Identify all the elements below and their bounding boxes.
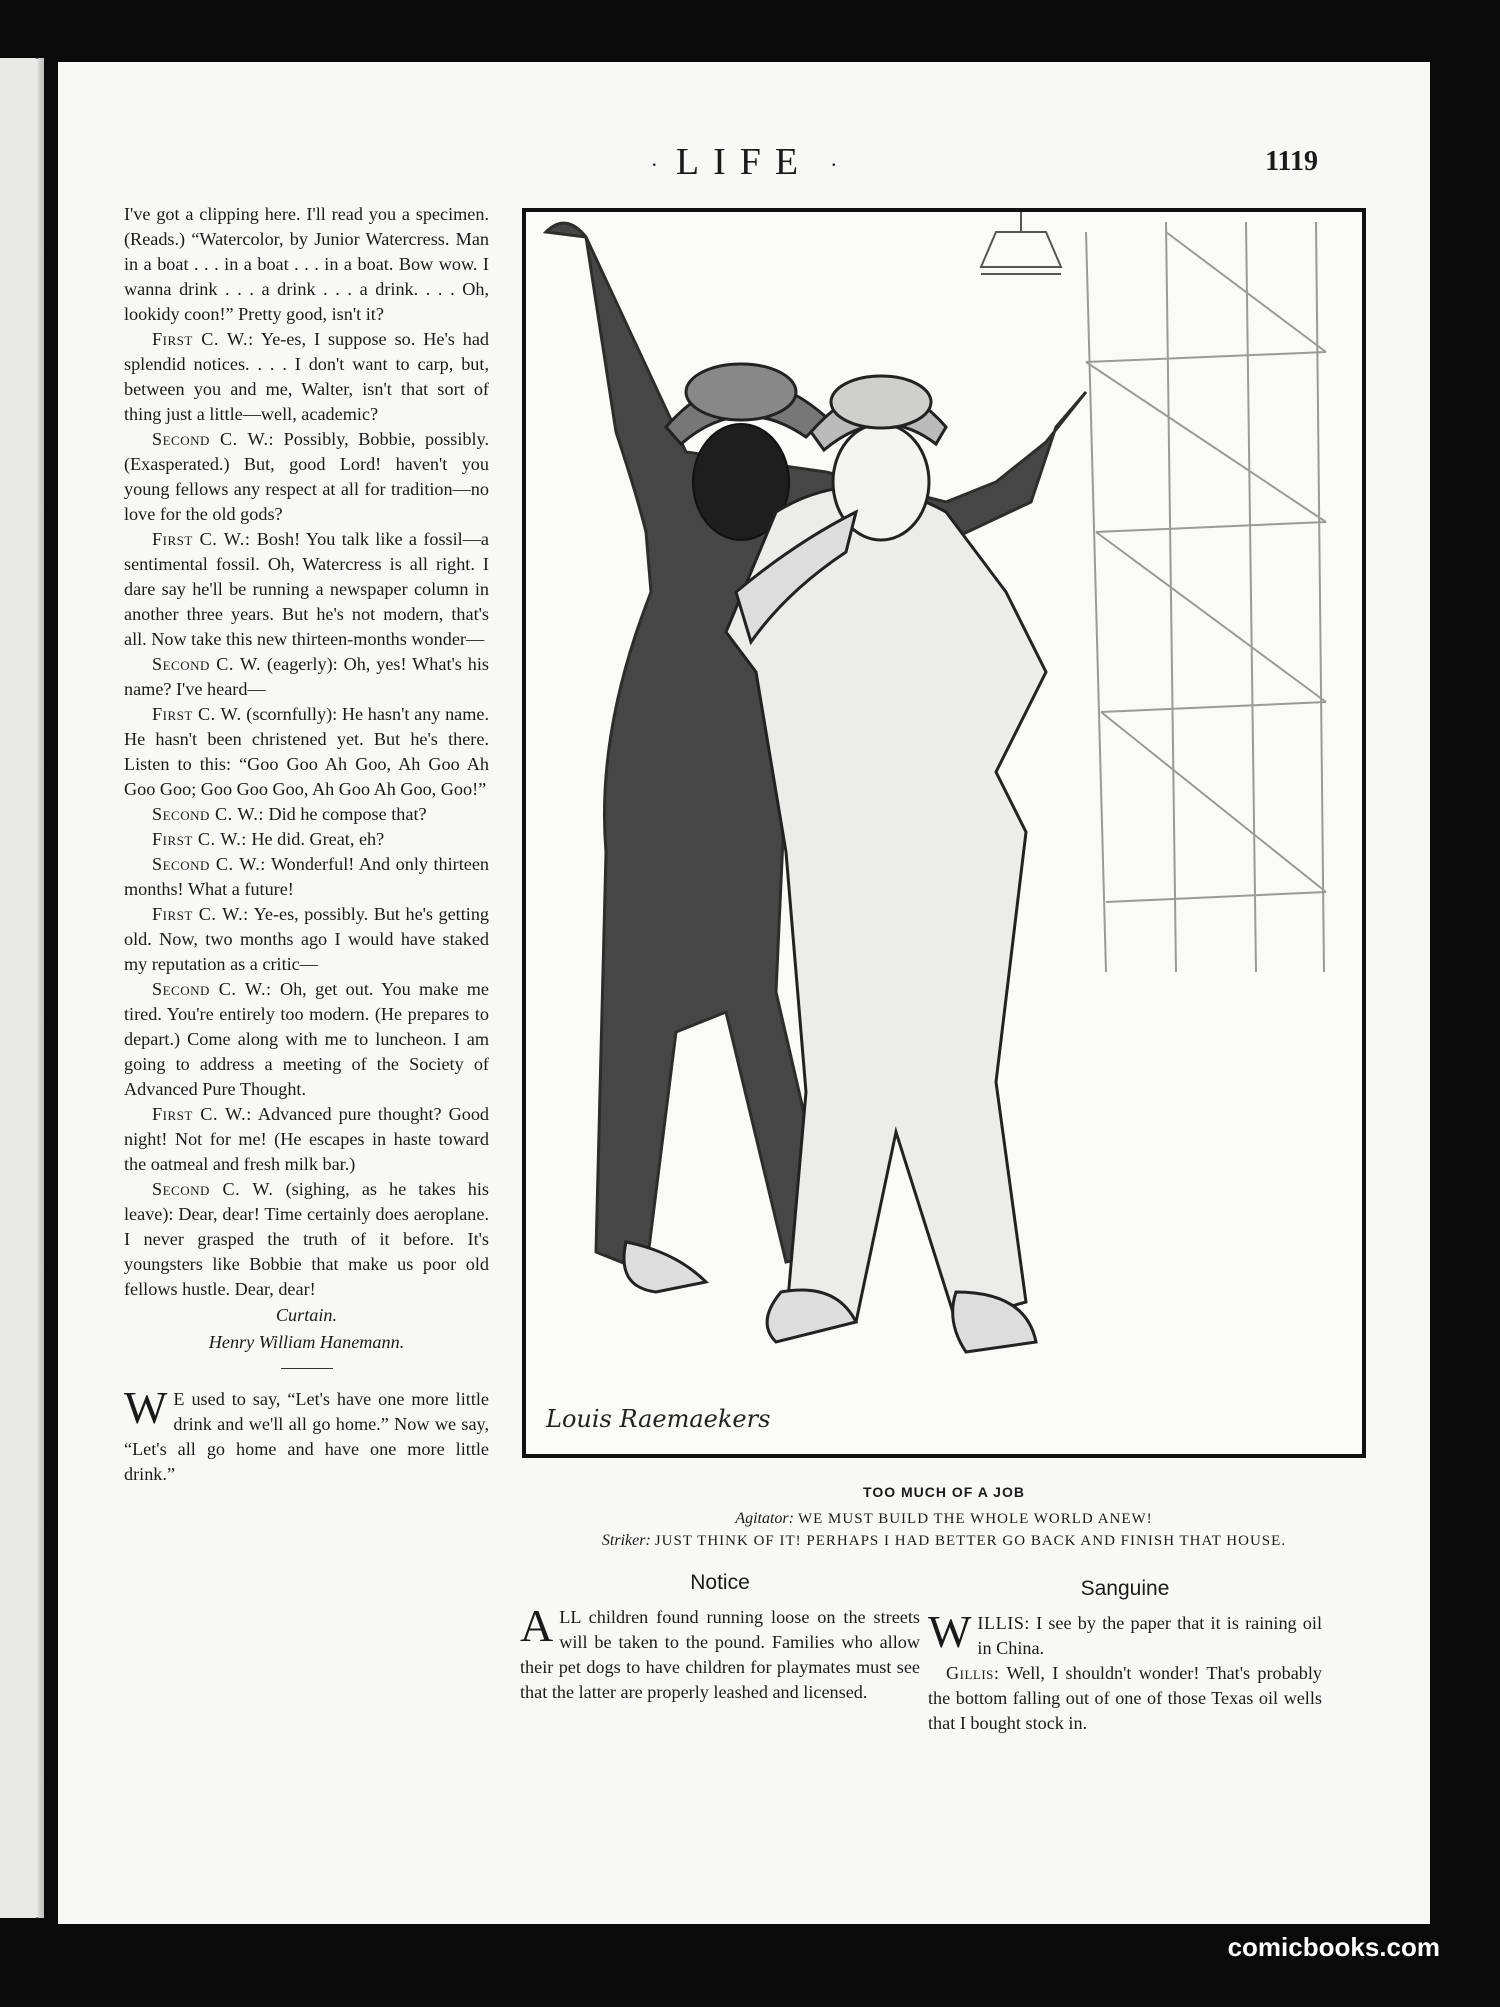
dialogue-paragraph	[124, 327, 489, 427]
speaker: Second C. W.	[152, 654, 262, 674]
dialogue-text: Advanced pure thought? Good night! Not for me! (He escapes in haste toward the oatmeal and fresh milk bar.)	[124, 1104, 490, 1174]
notice-body	[520, 1600, 920, 1705]
dialogue-text: Bosh! You talk like a fossil—a sentimental fossil. Oh, Watercress is all right. I dare say he'll be running a newspaper column in another three years. But he's not modern, that's all. Now take this new thirteen-months wonder—	[124, 529, 489, 649]
dialogue-paragraph	[124, 852, 489, 902]
sanguine-heading: Sanguine	[1080, 1577, 1170, 1600]
dialogue-paragraph	[124, 977, 489, 1102]
adjacent-page-edge	[0, 58, 44, 1918]
speaker: Second C. W.	[152, 1179, 274, 1199]
speaker: First C. W.	[152, 704, 242, 724]
speaker: First C. W.:	[152, 904, 249, 924]
short-item	[124, 1382, 489, 1487]
caption-line-striker	[522, 1532, 1366, 1550]
dialogue-paragraph	[124, 702, 489, 802]
speaker: Second C. W.:	[152, 429, 275, 449]
cartoon-drawing	[526, 212, 1362, 1454]
caption-text: JUST THINK OF IT! PERHAPS I HAD BETTER GO BACK AND FINISH THAT HOUSE.	[654, 1533, 1287, 1549]
dialogue-paragraph	[124, 427, 489, 527]
dialogue-paragraph	[124, 802, 489, 827]
caption-role: Striker:	[601, 1532, 651, 1549]
dialogue-paragraph	[124, 1102, 489, 1177]
masthead-dot-left: ·	[650, 152, 658, 178]
dialogue-text: I see by the paper that it is raining oil in China.	[977, 1613, 1323, 1658]
speaker: ILLIS:	[977, 1613, 1030, 1633]
drop-cap: A	[520, 1600, 554, 1651]
dialogue-paragraph	[124, 902, 489, 977]
artist-signature: Louis Raemaekers	[546, 1405, 771, 1433]
dialogue-text: Ye-es, I suppose so. He's had splendid notices. . . . I don't want to carp, but, between you and me, Walter, isn't that sort of thing just a little—well, academic?	[124, 329, 490, 424]
masthead-title: LIFE	[675, 141, 813, 183]
dialogue-text: Ye-es, possibly. But he's getting old. Now, two months ago I would have staked my reputation as a critic—	[124, 904, 490, 974]
speaker: First C. W.:	[152, 329, 254, 349]
dialogue-text: (eagerly): Oh, yes! What's his name? I've heard—	[124, 654, 489, 699]
dialogue-text: Did he compose that?	[268, 804, 427, 824]
dialogue-text: (scornfully): He hasn't any name. He hasn't been christened yet. But he's there. Listen to this: “Goo Goo Ah Goo, Ah Goo Ah Goo Goo; Goo Goo Goo, Ah Goo Ah Goo, Goo!”	[124, 704, 490, 799]
author-byline: Henry William Hanemann.	[208, 1332, 405, 1352]
notice-text: LL children found running loose on the streets will be taken to the pound. Families who allow their pet dogs to have children for playmates must see that the latter are properly leashed and licensed.	[520, 1607, 920, 1702]
scaffolding-sketch	[1086, 222, 1326, 972]
speaker: Second C. W.:	[152, 804, 264, 824]
cartoon-title: TOO MUCH OF A JOB	[863, 1484, 1025, 1500]
speaker: Second C. W.:	[152, 854, 266, 874]
masthead-dot-right: ·	[830, 152, 838, 178]
cartoon-illustration	[522, 208, 1366, 1458]
notice-heading: Notice	[690, 1571, 750, 1594]
dialogue-text: Possibly, Bobbie, possibly. (Exasperated.) But, good Lord! haven't you young fellows any respect at all for tradition—no love for the old gods?	[124, 429, 489, 524]
site-watermark: comicbooks.com	[1227, 1932, 1440, 1962]
dialogue-text: He did. Great, eh?	[251, 829, 385, 849]
dialogue-paragraph	[124, 827, 489, 852]
dialogue-text: Oh, get out. You make me tired. You're entirely too modern. (He prepares to depart.) Come along with me to luncheon. I am going to address a meeting of the Society of Advanced Pure Thought.	[124, 979, 490, 1099]
sanguine-line-1	[928, 1606, 1323, 1661]
section-divider	[281, 1368, 333, 1369]
caption-line-agitator	[522, 1510, 1366, 1528]
dialogue-paragraph	[124, 652, 489, 702]
speaker: First C. W.:	[152, 529, 251, 549]
dialogue-text: Well, I shouldn't wonder! That's probably the bottom falling out of one of those Texas oil wells that I bought stock in.	[928, 1663, 1323, 1733]
caption-role: Agitator:	[735, 1510, 794, 1527]
page-number: 1119	[1265, 146, 1318, 177]
masthead	[58, 140, 1430, 184]
sanguine-section	[928, 1576, 1322, 1736]
curtain-line: Curtain.	[275, 1305, 338, 1325]
dialogue-text: (sighing, as he takes his leave): Dear, dear! Time certainly does aeroplane. I never grasped the truth of it before. It's youngsters like Bobbie that make us poor old fellows hustle. Dear, dear!	[124, 1179, 489, 1299]
speaker: First C. W.:	[152, 829, 247, 849]
notice-section	[520, 1570, 920, 1705]
dialogue-paragraph	[124, 1177, 489, 1302]
caption-text: WE MUST BUILD THE WHOLE WORLD ANEW!	[797, 1511, 1153, 1527]
short-item-text: E used to say, “Let's have one more little drink and we'll all go home.” Now we say, “Let's all go home and have one more little drink.”	[124, 1389, 489, 1484]
sanguine-line-2	[928, 1661, 1322, 1736]
dialogue-text: Wonderful! And only thirteen months! What a future!	[124, 854, 489, 899]
paragraph: I've got a clipping here. I'll read you a specimen. (Reads.) “Watercolor, by Junior Watercress. Man in a boat . . . in a boat . . . in a boat. Bow wow. I wanna drink . . . a drink . . . a drink. . . . Oh, lookidy coon!” Pretty good, isn't it?	[124, 204, 489, 324]
speaker: First C. W.:	[152, 1104, 252, 1124]
dialogue-paragraph	[124, 527, 489, 652]
left-column-text	[124, 202, 489, 1487]
magazine-page	[58, 62, 1430, 1924]
speaker: Gillis:	[946, 1663, 1000, 1683]
drop-cap: W	[124, 1382, 168, 1433]
hanging-lamp	[981, 212, 1061, 274]
drop-cap: W	[928, 1606, 972, 1657]
speaker: Second C. W.:	[152, 979, 272, 999]
